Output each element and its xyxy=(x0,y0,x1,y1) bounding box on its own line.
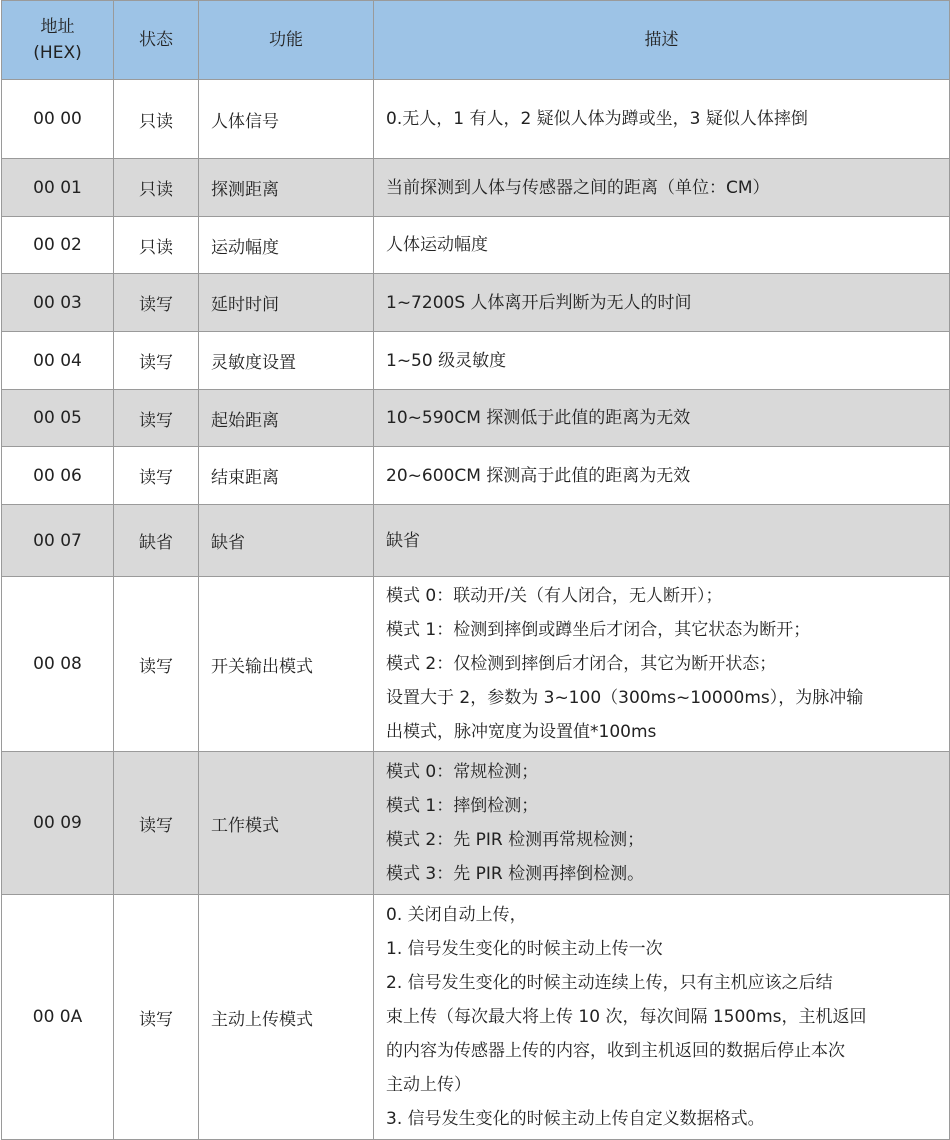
cell-address: 00 00 xyxy=(2,80,114,159)
cell-state: 缺省 xyxy=(114,505,199,577)
cell-address: 00 08 xyxy=(2,577,114,752)
description-line: 3. 信号发生变化的时候主动上传自定义数据格式。 xyxy=(386,1109,765,1129)
header-state: 状态 xyxy=(114,1,199,80)
cell-function: 结束距离 xyxy=(199,447,374,505)
cell-address: 00 07 xyxy=(2,505,114,577)
cell-description xyxy=(374,159,950,217)
description-line: 1. 信号发生变化的时候主动上传一次 xyxy=(386,939,663,959)
cell-state: 读写 xyxy=(114,752,199,895)
cell-description xyxy=(374,80,950,159)
header-description: 描述 xyxy=(374,1,950,80)
table-row xyxy=(2,390,950,447)
cell-description xyxy=(374,447,950,505)
cell-description xyxy=(374,577,950,752)
cell-state: 只读 xyxy=(114,80,199,159)
cell-description xyxy=(374,217,950,274)
cell-function: 开关输出模式 xyxy=(199,577,374,752)
table-row xyxy=(2,274,950,332)
cell-state: 读写 xyxy=(114,390,199,447)
cell-description xyxy=(374,332,950,390)
cell-function: 运动幅度 xyxy=(199,217,374,274)
description-line: 缺省 xyxy=(386,530,420,551)
cell-state: 只读 xyxy=(114,217,199,274)
description-line: 当前探测到人体与传感器之间的距离（单位：CM） xyxy=(386,177,770,198)
cell-address: 00 03 xyxy=(2,274,114,332)
description-line: 10~590CM 探测低于此值的距离为无效 xyxy=(386,408,691,428)
cell-function: 人体信号 xyxy=(199,80,374,159)
table-row xyxy=(2,577,950,752)
cell-state: 读写 xyxy=(114,332,199,390)
description-line: 人体运动幅度 xyxy=(386,235,488,255)
table-row xyxy=(2,895,950,1140)
table-header-row xyxy=(2,1,950,80)
cell-function: 延时时间 xyxy=(199,274,374,332)
cell-address: 00 05 xyxy=(2,390,114,447)
description-line: 模式 0：联动开/关（有人闭合，无人断开）； xyxy=(386,586,723,606)
cell-state: 读写 xyxy=(114,274,199,332)
description-line: 的内容为传感器上传的内容，收到主机返回的数据后停止本次 xyxy=(386,1041,845,1061)
description-line: 0. 关闭自动上传， xyxy=(386,905,527,925)
table-row xyxy=(2,447,950,505)
cell-function: 起始距离 xyxy=(199,390,374,447)
cell-state: 读写 xyxy=(114,895,199,1140)
cell-function: 探测距离 xyxy=(199,159,374,217)
description-line: 1~7200S 人体离开后判断为无人的时间 xyxy=(386,292,692,313)
cell-function: 缺省 xyxy=(199,505,374,577)
table-row xyxy=(2,159,950,217)
description-line: 模式 0：常规检测； xyxy=(386,762,539,782)
description-line: 2. 信号发生变化的时候主动连续上传，只有主机应该之后结 xyxy=(386,973,833,993)
cell-address: 00 02 xyxy=(2,217,114,274)
table-row xyxy=(2,217,950,274)
table-row xyxy=(2,332,950,390)
header-function: 功能 xyxy=(199,1,374,80)
cell-address: 00 09 xyxy=(2,752,114,895)
cell-address: 00 04 xyxy=(2,332,114,390)
header-address: 地址 (HEX) xyxy=(2,1,114,80)
description-line: 束上传（每次最大将上传 10 次，每次间隔 1500ms，主机返回 xyxy=(386,1007,867,1027)
cell-address: 00 0A xyxy=(2,895,114,1140)
cell-description xyxy=(374,274,950,332)
cell-description xyxy=(374,895,950,1140)
table-row xyxy=(2,505,950,577)
description-line: 模式 2：仅检测到摔倒后才闭合，其它为断开状态； xyxy=(386,654,777,674)
cell-state: 只读 xyxy=(114,159,199,217)
description-line: 模式 1：摔倒检测； xyxy=(386,796,539,816)
table-row xyxy=(2,80,950,159)
description-line: 1~50 级灵敏度 xyxy=(386,350,507,371)
description-line: 出模式，脉冲宽度为设置值*100ms xyxy=(386,722,657,742)
cell-state: 读写 xyxy=(114,577,199,752)
description-line: 设置大于 2，参数为 3~100（300ms~10000ms），为脉冲输 xyxy=(386,688,864,708)
cell-address: 00 06 xyxy=(2,447,114,505)
cell-state: 读写 xyxy=(114,447,199,505)
register-table xyxy=(1,0,950,1140)
description-line: 主动上传） xyxy=(386,1075,471,1095)
cell-function: 主动上传模式 xyxy=(199,895,374,1140)
cell-function: 工作模式 xyxy=(199,752,374,895)
description-line: 20~600CM 探测高于此值的距离为无效 xyxy=(386,465,691,486)
description-line: 模式 3：先 PIR 检测再摔倒检测。 xyxy=(386,864,645,884)
cell-description xyxy=(374,390,950,447)
cell-description xyxy=(374,505,950,577)
description-line: 模式 1：检测到摔倒或蹲坐后才闭合，其它状态为断开； xyxy=(386,620,811,640)
cell-function: 灵敏度设置 xyxy=(199,332,374,390)
cell-address: 00 01 xyxy=(2,159,114,217)
table-row xyxy=(2,752,950,895)
description-line: 模式 2：先 PIR 检测再常规检测； xyxy=(386,830,645,850)
cell-description xyxy=(374,752,950,895)
description-line: 0.无人，1 有人，2 疑似人体为蹲或坐，3 疑似人体摔倒 xyxy=(386,109,808,129)
